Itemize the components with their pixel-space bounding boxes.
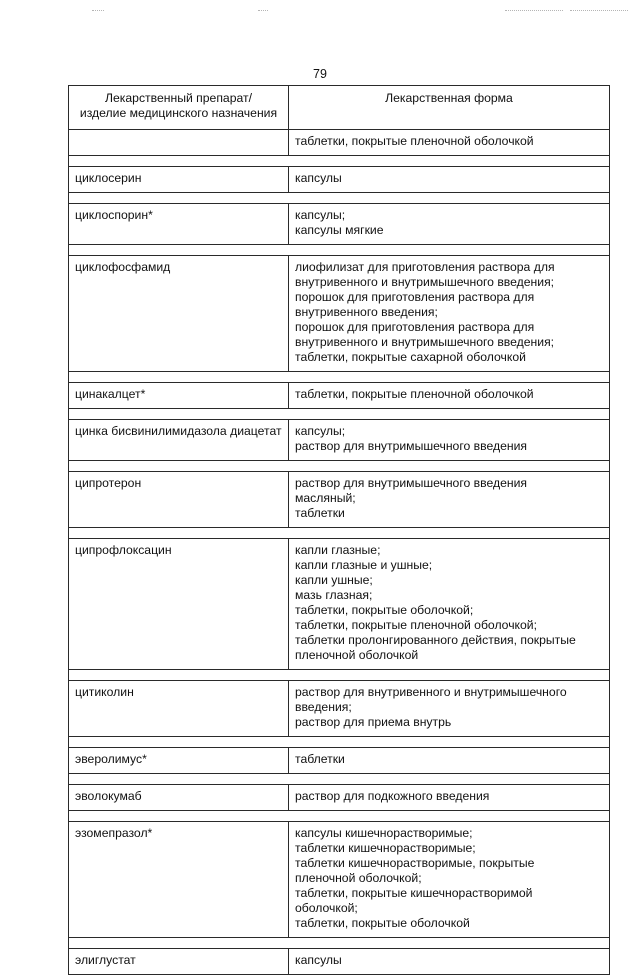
drug-forms-table [68, 85, 610, 975]
dosage-form-line: введения; [295, 700, 352, 714]
scan-mark [258, 10, 268, 12]
dosage-form-line: капсулы; [295, 208, 346, 222]
dosage-form-line: таблетки кишечнорастворимые; [295, 841, 476, 855]
dosage-form-line: таблетки, покрытые пленочной оболочкой [295, 387, 534, 401]
dosage-form-cell [289, 472, 610, 528]
drug-name-cell [69, 130, 289, 156]
drug-name-cell: ципротерон [69, 472, 289, 528]
row-separator-cell [69, 409, 610, 420]
dosage-form-line: раствор для внутримышечного введения [295, 439, 528, 453]
dosage-form-cell [289, 681, 610, 737]
table-header-row [69, 86, 610, 130]
dosage-form-line: таблетки, покрытые пленочной оболочкой; [295, 618, 537, 632]
dosage-form-line: капсулы кишечнорастворимые; [295, 826, 473, 840]
dosage-form-line: капли ушные; [295, 573, 373, 587]
row-separator-cell [69, 938, 610, 949]
dosage-form-line: таблетки, покрытые оболочкой [295, 916, 470, 930]
table-row [69, 681, 610, 737]
dosage-form-cell [289, 167, 610, 193]
dosage-form-line: лиофилизат для приготовления раствора для [295, 260, 555, 274]
table-row [69, 539, 610, 670]
drug-name-cell: циклофосфамид [69, 256, 289, 372]
dosage-form-line: таблетки, покрытые оболочкой; [295, 603, 474, 617]
row-separator [69, 193, 610, 204]
table-row [69, 167, 610, 193]
row-separator [69, 372, 610, 383]
page-number: 79 [313, 67, 327, 81]
row-separator [69, 245, 610, 256]
row-separator [69, 811, 610, 822]
row-separator-cell [69, 193, 610, 204]
dosage-form-line: раствор для подкожного введения [295, 789, 490, 803]
row-separator-cell [69, 156, 610, 167]
drug-name-cell: ципрофлоксацин [69, 539, 289, 670]
drug-name-cell: эверолимус* [69, 748, 289, 774]
dosage-form-line: раствор для внутримышечного введения [295, 476, 528, 490]
dosage-form-line: таблетки пролонгированного действия, покрытые [295, 633, 576, 647]
column-header-drug [69, 86, 289, 130]
dosage-form-line: порошок для приготовления раствора для [295, 290, 535, 304]
table-row [69, 204, 610, 245]
row-separator-cell [69, 245, 610, 256]
dosage-form-line: таблетки [295, 752, 345, 766]
dosage-form-line: пленочной оболочкой [295, 648, 419, 662]
column-header-drug-line: Лекарственный препарат/ [105, 91, 252, 105]
dosage-form-line: капсулы; [295, 424, 346, 438]
dosage-form-line: капли глазные; [295, 543, 381, 557]
dosage-form-cell [289, 785, 610, 811]
dosage-form-line: таблетки, покрытые пленочной оболочкой [295, 134, 534, 148]
dosage-form-line: пленочной оболочкой; [295, 871, 422, 885]
dosage-form-line: капсулы [295, 953, 342, 967]
dosage-form-cell [289, 822, 610, 938]
dosage-form-cell [289, 383, 610, 409]
drug-name-cell: цинка бисвинилимидазола диацетат [69, 420, 289, 461]
row-separator [69, 938, 610, 949]
scan-mark [570, 10, 628, 12]
dosage-form-line: таблетки [295, 506, 345, 520]
row-separator-cell [69, 774, 610, 785]
row-separator-cell [69, 811, 610, 822]
row-separator-cell [69, 372, 610, 383]
dosage-form-cell [289, 256, 610, 372]
row-separator-cell [69, 737, 610, 748]
table-row [69, 472, 610, 528]
row-separator [69, 737, 610, 748]
dosage-form-line: таблетки кишечнорастворимые, покрытые [295, 856, 535, 870]
dosage-form-line: капсулы [295, 171, 342, 185]
row-separator [69, 461, 610, 472]
scan-mark [92, 10, 104, 12]
dosage-form-cell [289, 748, 610, 774]
dosage-form-line: капсулы мягкие [295, 223, 384, 237]
drug-name-cell: эзомепразол* [69, 822, 289, 938]
table-row [69, 383, 610, 409]
table-row [69, 420, 610, 461]
table-row [69, 130, 610, 156]
column-header-form-line: Лекарственная форма [385, 91, 513, 105]
row-separator [69, 670, 610, 681]
dosage-form-cell [289, 130, 610, 156]
drug-name-cell: элиглустат [69, 949, 289, 975]
dosage-form-cell [289, 420, 610, 461]
column-header-form [289, 86, 610, 130]
dosage-form-line: масляный; [295, 491, 356, 505]
column-header-drug-line: изделие медицинского назначения [79, 106, 278, 120]
dosage-form-cell [289, 539, 610, 670]
row-separator-cell [69, 670, 610, 681]
dosage-form-cell [289, 204, 610, 245]
drug-name-cell: цитиколин [69, 681, 289, 737]
row-separator-cell [69, 461, 610, 472]
table-row [69, 256, 610, 372]
dosage-form-line: капли глазные и ушные; [295, 558, 433, 572]
row-separator [69, 409, 610, 420]
row-separator [69, 528, 610, 539]
row-separator [69, 156, 610, 167]
dosage-form-line: раствор для внутривенного и внутримышечного [295, 685, 567, 699]
dosage-form-line: внутривенного и внутримышечного введения; [295, 335, 555, 349]
scan-artifacts [0, 10, 640, 16]
dosage-form-line: порошок для приготовления раствора для [295, 320, 535, 334]
dosage-form-cell [289, 949, 610, 975]
table-row [69, 822, 610, 938]
dosage-form-line: оболочкой; [295, 901, 358, 915]
table-row [69, 785, 610, 811]
table-row [69, 748, 610, 774]
drug-name-cell: циклоспорин* [69, 204, 289, 245]
drug-name-cell: цинакалцет* [69, 383, 289, 409]
drug-name-cell: циклосерин [69, 167, 289, 193]
dosage-form-line: мазь глазная; [295, 588, 373, 602]
table-body [69, 130, 610, 975]
dosage-form-line: таблетки, покрытые сахарной оболочкой [295, 350, 526, 364]
dosage-form-line: внутривенного введения; [295, 305, 438, 319]
dosage-form-line: раствор для приема внутрь [295, 715, 452, 729]
drug-name-cell: эволокумаб [69, 785, 289, 811]
row-separator [69, 774, 610, 785]
row-separator-cell [69, 528, 610, 539]
dosage-form-line: таблетки, покрытые кишечнорастворимой [295, 886, 533, 900]
dosage-form-line: внутривенного и внутримышечного введения; [295, 275, 555, 289]
table-row [69, 949, 610, 975]
scan-mark [505, 10, 563, 12]
